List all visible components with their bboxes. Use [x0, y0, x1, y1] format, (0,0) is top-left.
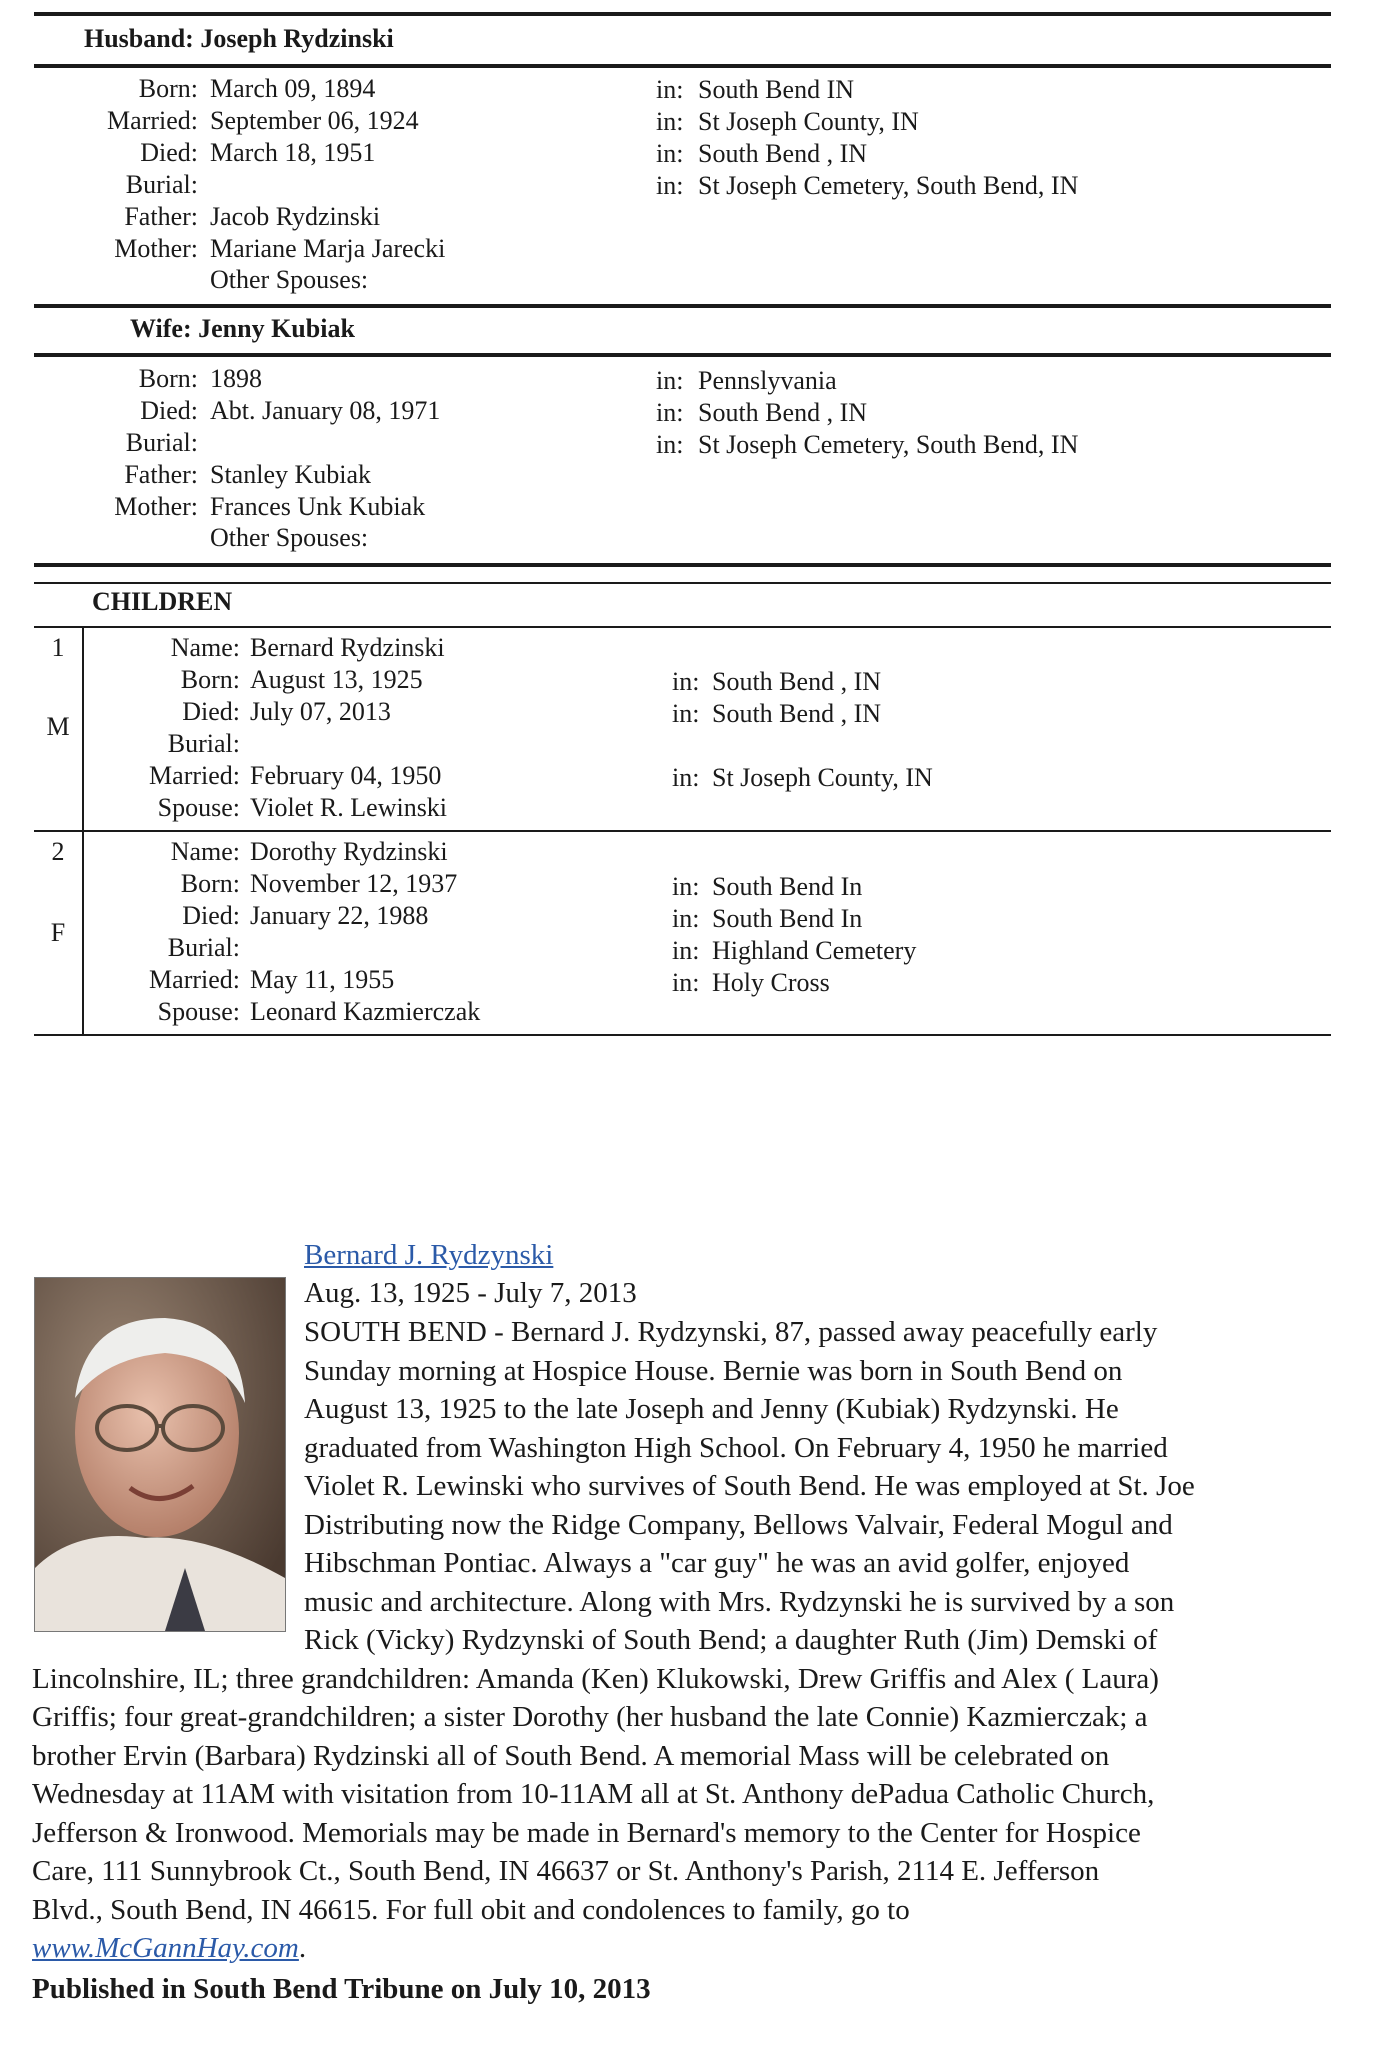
children-second-rule	[34, 582, 1331, 584]
obituary-name-link[interactable]: Bernard J. Rydzynski	[304, 1239, 554, 1271]
fact-value: July 07, 2013	[250, 697, 391, 726]
fact-place: South Bend , IN	[698, 398, 867, 427]
wife-bottom-rule	[34, 353, 1331, 357]
fact-value: August 13, 1925	[250, 665, 423, 694]
in-label: in:	[672, 904, 700, 933]
wife-name: Jenny Kubiak	[198, 314, 355, 343]
fact-value: Stanley Kubiak	[210, 460, 372, 489]
children-header: CHILDREN	[92, 587, 233, 616]
published-line: Published in South Bend Tribune on July 10, 2013	[32, 1973, 651, 2005]
in-label: in:	[672, 936, 700, 965]
in-label: in:	[672, 872, 700, 901]
fact-label: Born:	[138, 74, 198, 103]
husband-header	[84, 24, 394, 54]
fact-value: Bernard Rydzinski	[250, 633, 445, 662]
obituary-line: August 13, 1925 to the late Joseph and Jenny (Kubiak) Rydzynski. He	[304, 1393, 1119, 1425]
husband-top-rule	[34, 12, 1331, 16]
child-sex: M	[46, 712, 70, 741]
obituary-line: SOUTH BEND - Bernard J. Rydzynski, 87, passed away peacefully early	[304, 1316, 1158, 1348]
obituary-line: Violet R. Lewinski who survives of South Bend. He was employed at St. Joe	[304, 1470, 1195, 1502]
website-suffix: .	[298, 1932, 307, 1964]
obituary-line: Blvd., South Bend, IN 46615. For full obit and condolences to family, go to	[32, 1894, 910, 1926]
fact-label: Spouse:	[157, 997, 240, 1026]
fact-label: Burial:	[125, 170, 198, 199]
obituary-line: Distributing now the Ridge Company, Bellows Valvair, Federal Mogul and	[304, 1509, 1173, 1541]
children-bottom-rule	[34, 1034, 1331, 1036]
in-label: in:	[672, 763, 700, 792]
fact-value: Abt. January 08, 1971	[210, 396, 441, 425]
fact-value: September 06, 1924	[210, 106, 419, 135]
child-sex: F	[50, 918, 66, 947]
fact-place: St Joseph Cemetery, South Bend, IN	[698, 430, 1079, 459]
fact-place: South Bend In	[712, 904, 863, 933]
wife-top-rule	[34, 304, 1331, 308]
fact-label: Born:	[180, 869, 240, 898]
fact-place: Highland Cemetery	[712, 936, 917, 965]
fact-label: Father:	[124, 460, 198, 489]
fact-place: St Joseph Cemetery, South Bend, IN	[698, 171, 1079, 200]
obituary-photo	[34, 1277, 286, 1632]
fact-label: Died:	[182, 901, 240, 930]
fact-place: South Bend , IN	[712, 699, 881, 728]
obituary-line: Hibschman Pontiac. Always a "car guy" he was an avid golfer, enjoyed	[304, 1547, 1130, 1579]
fact-label: Mother:	[114, 234, 198, 263]
fact-value: March 18, 1951	[210, 138, 376, 167]
fact-label: Died:	[182, 697, 240, 726]
fact-label: Burial:	[167, 933, 240, 962]
fact-place: Pennslyvania	[698, 366, 837, 395]
fact-value: March 09, 1894	[210, 74, 376, 103]
other-spouses-label: Other Spouses:	[210, 265, 369, 294]
in-label: in:	[656, 430, 684, 459]
husband-header-label: Husband:	[84, 24, 194, 53]
child-number: 2	[51, 837, 65, 866]
fact-label: Name:	[170, 837, 240, 866]
fact-value: Jacob Rydzinski	[210, 202, 381, 231]
obituary-dates: Aug. 13, 1925 - July 7, 2013	[304, 1277, 637, 1309]
children-top-rule	[34, 563, 1331, 567]
obituary-line: Rick (Vicky) Rydzynski of South Bend; a daughter Ruth (Jim) Demski of	[304, 1624, 1158, 1656]
fact-value: February 04, 1950	[250, 761, 442, 790]
fact-label: Name:	[170, 633, 240, 662]
husband-name: Joseph Rydzinski	[200, 24, 394, 53]
fact-place: St Joseph County, IN	[698, 107, 919, 136]
other-spouses-label: Other Spouses:	[210, 523, 369, 552]
fact-label: Died:	[140, 138, 198, 167]
portrait-illustration	[35, 1278, 285, 1631]
in-label: in:	[656, 171, 684, 200]
fact-label: Married:	[107, 106, 198, 135]
fact-place: South Bend In	[712, 872, 863, 901]
in-label: in:	[672, 968, 700, 997]
in-label: in:	[656, 139, 684, 168]
fact-label: Burial:	[125, 428, 198, 457]
fact-label: Died:	[140, 396, 198, 425]
fact-value: Frances Unk Kubiak	[210, 492, 426, 521]
wife-header-label: Wife:	[130, 314, 192, 343]
obituary-line: Lincolnshire, IL; three grandchildren: Amanda (Ken) Klukowski, Drew Griffis and Alex ( Laura)	[32, 1663, 1159, 1695]
obituary-line: Jefferson & Ironwood. Memorials may be made in Bernard's memory to the Center for Hospice	[32, 1817, 1141, 1849]
fact-label: Married:	[149, 965, 240, 994]
in-label: in:	[656, 398, 684, 427]
in-label: in:	[672, 667, 700, 696]
in-label: in:	[656, 107, 684, 136]
fact-label: Mother:	[114, 492, 198, 521]
fact-label: Spouse:	[157, 793, 240, 822]
fact-value: Mariane Marja Jarecki	[210, 234, 446, 263]
website-link[interactable]: www.McGannHay.com	[32, 1932, 299, 1964]
fact-label: Born:	[138, 364, 198, 393]
wife-header	[130, 314, 355, 344]
fact-place: Holy Cross	[712, 968, 830, 997]
obituary-line: Sunday morning at Hospice House. Bernie was born in South Bend on	[304, 1355, 1123, 1387]
obituary-line: brother Ervin (Barbara) Rydzinski all of South Bend. A memorial Mass will be celebrated on	[32, 1740, 1110, 1772]
in-label: in:	[656, 366, 684, 395]
fact-value: May 11, 1955	[250, 965, 395, 994]
child-number: 1	[51, 633, 65, 662]
obituary-line: Griffis; four great-grandchildren; a sister Dorothy (her husband the late Connie) Kazmierczak; a	[32, 1701, 1148, 1733]
fact-value: 1898	[210, 364, 262, 393]
fact-label: Father:	[124, 202, 198, 231]
fact-value: Violet R. Lewinski	[250, 793, 448, 822]
fact-value: Dorothy Rydzinski	[250, 837, 448, 866]
in-label: in:	[672, 699, 700, 728]
child-divider-rule	[34, 830, 1331, 832]
fact-label: Born:	[180, 665, 240, 694]
obituary-line: Care, 111 Sunnybrook Ct., South Bend, IN 46637 or St. Anthony's Parish, 2114 E. Jefferson	[32, 1855, 1100, 1887]
obituary-line: music and architecture. Along with Mrs. Rydzynski he is survived by a son	[304, 1586, 1175, 1618]
fact-label: Married:	[149, 761, 240, 790]
fact-place: South Bend IN	[698, 75, 854, 104]
fact-label: Burial:	[167, 729, 240, 758]
website-line	[32, 1929, 306, 1968]
fact-place: South Bend , IN	[712, 667, 881, 696]
fact-place: St Joseph County, IN	[712, 763, 933, 792]
in-label: in:	[656, 75, 684, 104]
obituary-line: Wednesday at 11AM with visitation from 10-11AM all at St. Anthony dePadua Catholic Church,	[32, 1778, 1155, 1810]
obituary-line: graduated from Washington High School. On February 4, 1950 he married	[304, 1432, 1168, 1464]
fact-value: January 22, 1988	[250, 901, 429, 930]
children-header-rule	[34, 626, 1331, 628]
fact-value: Leonard Kazmierczak	[250, 997, 481, 1026]
husband-bottom-rule	[34, 64, 1331, 68]
fact-value: November 12, 1937	[250, 869, 458, 898]
fact-place: South Bend , IN	[698, 139, 867, 168]
